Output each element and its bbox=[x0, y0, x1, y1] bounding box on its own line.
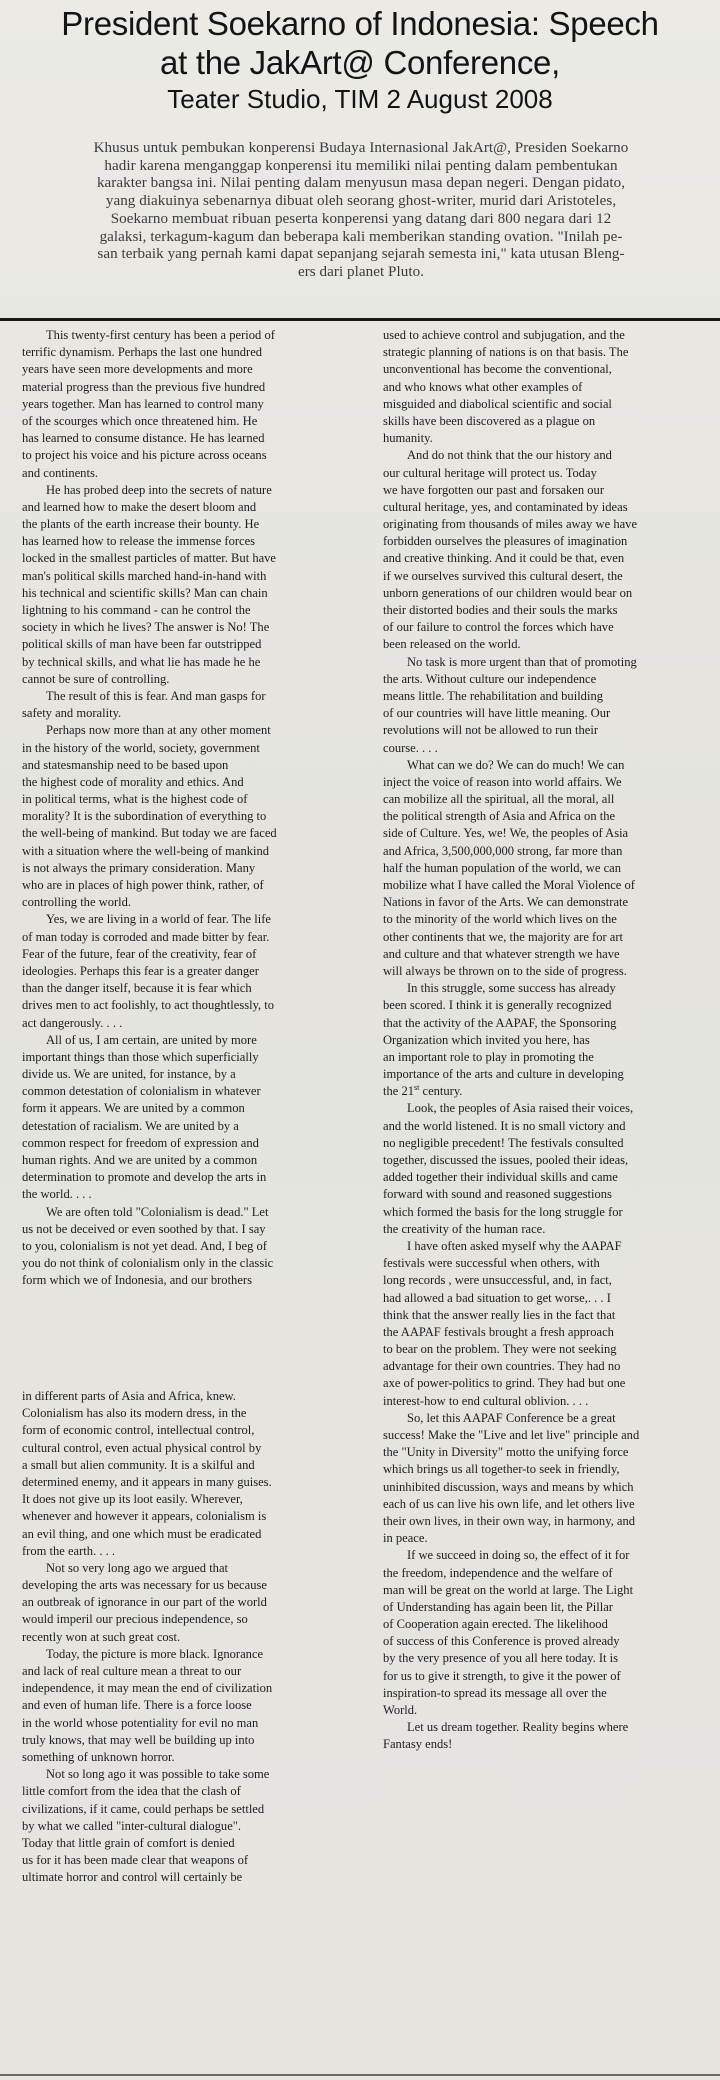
body-text-line: This twenty-first century has been a period of bbox=[46, 328, 275, 342]
body-text-line: man's political skills marched hand-in-hand with bbox=[22, 568, 267, 583]
body-text-line: and statesmanship need to be based upon bbox=[22, 757, 229, 772]
body-text-line: act dangerously. . . . bbox=[22, 1015, 123, 1030]
body-text-line: the "Unity in Diversity" motto the unifying force bbox=[383, 1445, 629, 1460]
body-text-line: to the minority of the world which lives on the bbox=[383, 912, 617, 927]
body-text-line: from the earth. . . . bbox=[22, 1543, 116, 1558]
body-text-line: and creative thinking. And it could be that, even bbox=[383, 551, 625, 566]
body-text-line: you do not think of colonialism only in the classic bbox=[22, 1256, 274, 1271]
body-text-line: locked in the smallest particles of matter. But have bbox=[22, 551, 277, 566]
body-text-line: Today that little grain of comfort is denied bbox=[22, 1835, 235, 1850]
body-text-line: cultural heritage, yes, and contaminated by ideas bbox=[383, 499, 628, 514]
body-text-line: added together their individual skills and came bbox=[383, 1170, 618, 1185]
body-text-line: the freedom, independence and the welfare of bbox=[383, 1565, 613, 1580]
body-text-line: What can we do? We can do much! We can bbox=[407, 757, 625, 772]
body-text-line: the highest code of morality and ethics. And bbox=[22, 774, 244, 789]
intro-line: galaksi, terkagum-kagum dan beberapa kali memberikan standing ovation. "Inilah pe- bbox=[99, 228, 623, 245]
body-text-line: And do not think that the our history and bbox=[407, 448, 612, 463]
body-text-line: with a situation where the well-being of mankind bbox=[22, 843, 270, 858]
body-text-line: the well-being of mankind. But today we are faced bbox=[22, 826, 277, 841]
body-text-line: human rights. And we are united by a common bbox=[22, 1153, 258, 1167]
body-text-line: together, discussed the issues, pooled their ideas, bbox=[383, 1153, 629, 1167]
body-text-line: ideologies. Perhaps this fear is a greater danger bbox=[22, 963, 259, 978]
intro-line: Soekarno membuat ribuan peserta konperensi yang datang dari 800 negara dari 12 bbox=[110, 210, 612, 227]
body-text-line: the arts. Without culture our independence bbox=[383, 671, 597, 686]
body-text-line: inspiration-to spread its message all over the bbox=[383, 1685, 607, 1700]
body-text-line: think that the answer really lies in the fact that bbox=[383, 1307, 616, 1322]
body-text-line: other continents that we, the majority are for art bbox=[383, 929, 624, 944]
body-text-line: misguided and diabolical scientific and social bbox=[383, 396, 612, 411]
body-text-line: civilizations, if it came, could perhaps be settled bbox=[22, 1801, 265, 1816]
body-text-line: the 21st century. bbox=[383, 1083, 463, 1099]
body-text-line: something of unknown horror. bbox=[22, 1749, 175, 1764]
body-text-line: and who knows what other examples of bbox=[383, 379, 583, 394]
body-text-line: the plants of the earth increase their bounty. He bbox=[22, 517, 260, 532]
body-text-line: importance of the arts and culture in developing bbox=[383, 1067, 624, 1082]
body-text-line: which formed the basis for the long struggle for bbox=[383, 1204, 623, 1219]
body-text-line: used to achieve control and subjugation, and the bbox=[383, 328, 625, 342]
body-text-line: half the human population of the world, we can bbox=[383, 860, 621, 875]
body-text-line: of Understanding has again been lit, the Pillar bbox=[383, 1599, 613, 1614]
intro-line: Khusus untuk pembukan konperensi Budaya Internasional JakArt@, Presiden Soekarno bbox=[93, 140, 629, 156]
body-text-line: his technical and scientific skills? Man can chain bbox=[22, 585, 268, 600]
intro-line: ers dari planet Pluto. bbox=[297, 263, 424, 280]
body-text-line: If we succeed in doing so, the effect of it for bbox=[407, 1548, 630, 1563]
body-text-line: in the history of the world, society, government bbox=[22, 740, 260, 755]
body-text-line: Not so long ago it was possible to take some bbox=[46, 1767, 270, 1782]
body-text-line: us for it has been made clear that weapons of bbox=[22, 1853, 249, 1868]
body-text-line: the world. . . . bbox=[22, 1187, 92, 1202]
body-text-line: strategic planning of nations is on that basis. The bbox=[383, 345, 629, 360]
body-text-line: lightning to his command - can he control the bbox=[22, 603, 251, 617]
headline-line-1: President Soekarno of Indonesia: Speech bbox=[61, 5, 659, 42]
body-text-line: to project his voice and his picture across oceans bbox=[22, 448, 267, 463]
body-text-line: cultural control, even actual physical control by bbox=[22, 1440, 262, 1455]
body-text-line: their own lives, in their own way, in harmony, and bbox=[383, 1513, 636, 1528]
body-text-line: by the very presence of you all here today. It is bbox=[383, 1651, 619, 1666]
body-text-line: All of us, I am certain, are united by more bbox=[46, 1032, 257, 1047]
body-text-line: who are in places of high power think, rather, of bbox=[22, 878, 264, 892]
body-text-line: than the danger itself, because it is fear which bbox=[22, 981, 252, 996]
body-text-line: Yes, we are living in a world of fear. The life bbox=[46, 912, 271, 927]
body-text-line: Let us dream together. Reality begins where bbox=[407, 1720, 629, 1735]
body-text-line: No task is more urgent than that of promoting bbox=[407, 654, 637, 669]
body-text-line: and Africa, 3,500,000,000 strong, far more than bbox=[383, 843, 623, 858]
body-text-line: no negligible precedent! The festivals consulted bbox=[383, 1135, 624, 1150]
body-text-line: He has probed deep into the secrets of nature bbox=[46, 482, 272, 497]
body-text-line: Perhaps now more than at any other moment bbox=[46, 723, 271, 738]
body-text-line: I have often asked myself why the AAPAF bbox=[407, 1238, 622, 1253]
body-text-line: of Cooperation again erected. The likelihood bbox=[383, 1617, 608, 1632]
body-text-line: by technical skills, and what lie has made he he bbox=[22, 654, 261, 669]
body-text-line: interest-how to end cultural oblivion. . . . bbox=[383, 1393, 589, 1408]
body-text-line: political skills of man have been far outstripped bbox=[22, 637, 262, 652]
body-text-line: In this struggle, some success has already bbox=[407, 981, 616, 996]
body-text-line: Nations in favor of the Arts. We can demonstrate bbox=[383, 895, 629, 910]
body-text-line: determination to promote and develop the arts in bbox=[22, 1170, 267, 1185]
body-text-line: an important role to play in promoting the bbox=[383, 1049, 594, 1064]
body-text-line: forbidden ourselves the pleasures of imagination bbox=[383, 534, 628, 549]
body-text-line: the political strength of Asia and Africa on the bbox=[383, 809, 616, 824]
body-text-line: So, let this AAPAF Conference be a great bbox=[407, 1410, 616, 1425]
body-text-line: Look, the peoples of Asia raised their voices, bbox=[407, 1101, 634, 1116]
body-text-line: Fantasy ends! bbox=[383, 1737, 453, 1752]
body-text-line: a small but alien community. It is a skilful and bbox=[22, 1457, 255, 1472]
body-text-line: has learned how to release the immense forces bbox=[22, 534, 256, 549]
body-text-line: if we ourselves survived this cultural desert, the bbox=[383, 568, 623, 583]
body-text-line: independence, it may mean the end of civilization bbox=[22, 1681, 273, 1696]
body-text-line: originating from thousands of miles away we have bbox=[383, 517, 638, 532]
bottom-rule bbox=[0, 2074, 720, 2076]
body-text-line: whenever and however it appears, colonialism is bbox=[22, 1509, 267, 1524]
body-text-line: society in which he lives? The answer is No! The bbox=[22, 620, 270, 635]
body-text-line: form of economic control, intellectual control, bbox=[22, 1423, 255, 1438]
body-text-line: and continents. bbox=[22, 465, 98, 480]
body-text-line: recently won at such great cost. bbox=[22, 1629, 181, 1644]
body-text-line: an outbreak of ignorance in our part of the world bbox=[22, 1595, 267, 1610]
body-text-line: in different parts of Asia and Africa, knew. bbox=[22, 1389, 236, 1403]
body-text-line: the AAPAF festivals brought a fresh approach bbox=[383, 1324, 614, 1339]
body-text-line: their distorted bodies and their souls the marks bbox=[383, 603, 618, 617]
body-text-line: of success of this Conference is proved already bbox=[383, 1634, 620, 1649]
body-text-line: humanity. bbox=[383, 431, 433, 446]
body-text-line: Fear of the future, fear of the creativity, fear of bbox=[22, 946, 257, 961]
body-text-line: We are often told "Colonialism is dead." Let bbox=[46, 1204, 269, 1219]
body-text-line: years have seen more developments and more bbox=[22, 362, 253, 377]
article-header bbox=[0, 4, 720, 115]
body-column-right bbox=[383, 327, 703, 1754]
body-text-line: Today, the picture is more black. Ignorance bbox=[46, 1646, 264, 1661]
subheadline: Teater Studio, TIM 2 August 2008 bbox=[167, 84, 553, 114]
body-text-line: skills have been discovered as a plague on bbox=[383, 413, 596, 428]
body-text-line: common respect for freedom of expression and bbox=[22, 1135, 259, 1150]
body-text-line: and lack of real culture mean a threat to our bbox=[22, 1664, 242, 1678]
body-text-line: unconventional has become the conventional, bbox=[383, 362, 612, 377]
body-text-line: side of Culture. Yes, we! We, the peoples of Asia bbox=[383, 826, 629, 841]
body-text-line: little comfort from the idea that the clash of bbox=[22, 1784, 241, 1799]
body-column-left-continued bbox=[22, 1388, 360, 1886]
body-text-line: important things than those which superficially bbox=[22, 1049, 259, 1064]
body-text-line: mobilize what I have called the Moral Violence of bbox=[383, 878, 635, 892]
body-text-line: common detestation of colonialism in whatever bbox=[22, 1084, 261, 1099]
body-text-line: by what we called "inter-cultural dialogue". bbox=[22, 1818, 242, 1833]
body-text-line: divide us. We are united, for instance, by a bbox=[22, 1067, 236, 1082]
body-text-line: material progress than the previous five hundred bbox=[22, 379, 266, 394]
body-text-line: an evil thing, and one which must be eradicated bbox=[22, 1526, 262, 1541]
body-text-line: form it appears. We are united by a common bbox=[22, 1101, 245, 1116]
body-text-line: uninhibited discussion, ways and means by which bbox=[383, 1479, 634, 1494]
body-text-line: of our countries will have little meaning. Our bbox=[383, 706, 611, 721]
body-text-line: The result of this is fear. And man gasps for bbox=[46, 688, 266, 703]
intro-line: karakter bangsa ini. Nilai penting dalam menyusun masa depan negeri. Dengan pidato, bbox=[96, 175, 626, 192]
body-text-line: each of us can live his own life, and let others live bbox=[383, 1496, 635, 1511]
body-text-line: controlling the world. bbox=[22, 895, 132, 910]
intro-line: hadir karena menganggap konperensi itu memiliki nilai penting dalam pembentukan bbox=[104, 157, 618, 174]
body-text-line: and the world listened. It is no small victory and bbox=[383, 1118, 626, 1133]
body-text-line: success! Make the "Live and let live" principle and bbox=[383, 1428, 640, 1442]
body-text-line: revolutions will not be allowed to run their bbox=[383, 723, 599, 738]
divider-rule bbox=[0, 318, 720, 321]
body-text-line: detestation of racialism. We are united by a bbox=[22, 1118, 239, 1133]
body-text-line: been scored. I think it is generally recognized bbox=[383, 998, 612, 1013]
body-text-line: Colonialism has also its modern dress, in the bbox=[22, 1406, 247, 1421]
body-text-line: cannot be sure of controlling. bbox=[22, 671, 170, 686]
body-text-line: drives men to act foolishly, to act thoughtlessly, to bbox=[22, 998, 275, 1013]
body-text-line: that the activity of the AAPAF, the Sponsoring bbox=[383, 1015, 617, 1030]
body-text-line: It does not give up its loot easily. Wherever, bbox=[22, 1492, 243, 1507]
body-text-line: terrific dynamism. Perhaps the last one hundred bbox=[22, 345, 263, 360]
headline-line-2: at the JakArt@ Conference, bbox=[160, 44, 560, 81]
body-text-line: we have forgotten our past and forsaken our bbox=[383, 482, 605, 497]
body-text-line: which brings us all together-to seek in friendly, bbox=[383, 1462, 620, 1477]
body-text-line: developing the arts was necessary for us because bbox=[22, 1578, 267, 1593]
body-text-line: Organization which invited you here, has bbox=[383, 1032, 590, 1047]
body-text-line: festivals were successful when others, with bbox=[383, 1256, 600, 1271]
body-text-line: means little. The rehabilitation and building bbox=[383, 688, 603, 703]
body-text-line: in the world whose potentiality for evil no man bbox=[22, 1715, 259, 1730]
body-text-line: advantage for their own countries. They had no bbox=[383, 1359, 621, 1374]
body-text-line: had allowed a bad situation to get worse,. . . I bbox=[383, 1290, 611, 1305]
body-text-line: man will be great on the world at large. The Light bbox=[383, 1582, 634, 1597]
body-text-line: would imperil our precious independence, so bbox=[22, 1612, 248, 1627]
body-text-line: forward with sound and reasoned suggestions bbox=[383, 1187, 612, 1202]
body-text-line: of the scourges which once threatened him. He bbox=[22, 413, 258, 428]
body-text-line: has learned to consume distance. He has learned bbox=[22, 431, 265, 446]
body-text-line: in peace. bbox=[383, 1531, 428, 1546]
body-text-line: will always be thrown on to the side of progress. bbox=[383, 963, 627, 978]
body-text-line: can mobilize all the spiritual, all the moral, all bbox=[383, 792, 615, 807]
body-text-line: is not always the primary consideration. Many bbox=[22, 860, 256, 875]
body-text-line: morality? It is the subordination of everything to bbox=[22, 809, 267, 824]
body-text-line: the creativity of the human race. bbox=[383, 1221, 546, 1236]
body-text-line: of man today is corroded and made bitter by fear. bbox=[22, 929, 270, 944]
body-text-line: ultimate horror and control will certainly be bbox=[22, 1870, 243, 1885]
intro-paragraph bbox=[14, 140, 708, 282]
body-text-line: been released on the world. bbox=[383, 637, 521, 652]
body-text-line: and even of human life. There is a force loose bbox=[22, 1698, 252, 1713]
body-text-line: long records , were unsuccessful, and, in fact, bbox=[383, 1273, 612, 1288]
body-text-line: to bear on the problem. They were not seeking bbox=[383, 1342, 617, 1357]
body-text-line: in political terms, what is the highest code of bbox=[22, 792, 248, 807]
body-text-line: Not so very long ago we argued that bbox=[46, 1560, 229, 1575]
body-text-line: and culture and that whatever strength we have bbox=[383, 946, 620, 961]
body-text-line: truly knows, that may well be building up into bbox=[22, 1732, 255, 1747]
body-text-line: course. . . . bbox=[383, 740, 438, 755]
body-text-line: to you, colonialism is not yet dead. And, I beg of bbox=[22, 1238, 267, 1253]
body-text-line: form which we of Indonesia, and our brothers bbox=[22, 1273, 252, 1288]
body-text-line: axe of power-politics to grind. They had but one bbox=[383, 1376, 626, 1391]
body-text-line: World. bbox=[383, 1703, 418, 1717]
body-text-line: safety and morality. bbox=[22, 706, 122, 721]
body-column-left bbox=[22, 327, 360, 1290]
body-text-line: determined enemy, and it appears in many guises. bbox=[22, 1474, 272, 1489]
body-text-line: years together. Man has learned to control many bbox=[22, 396, 264, 411]
body-text-line: us not be deceived or even soothed by that. I say bbox=[22, 1221, 266, 1236]
intro-line: yang diakuinya sebenarnya dibuat oleh seorang ghost-writer, murid dari Aristoteles, bbox=[105, 193, 617, 210]
body-text-line: for us to give it strength, to give it the power of bbox=[383, 1668, 621, 1683]
intro-line: san terbaik yang pernah kami dapat sepanjang sejarah semesta ini," kata utusan Bleng- bbox=[97, 246, 625, 263]
body-text-line: and learned how to make the desert bloom and bbox=[22, 499, 257, 514]
body-text-line: unborn generations of our children would bear on bbox=[383, 585, 633, 600]
body-text-line: inject the voice of reason into world affairs. We bbox=[383, 774, 622, 789]
body-text-line: of our failure to control the forces which have bbox=[383, 620, 614, 635]
body-text-line: our cultural heritage will protect us. Today bbox=[383, 465, 597, 480]
